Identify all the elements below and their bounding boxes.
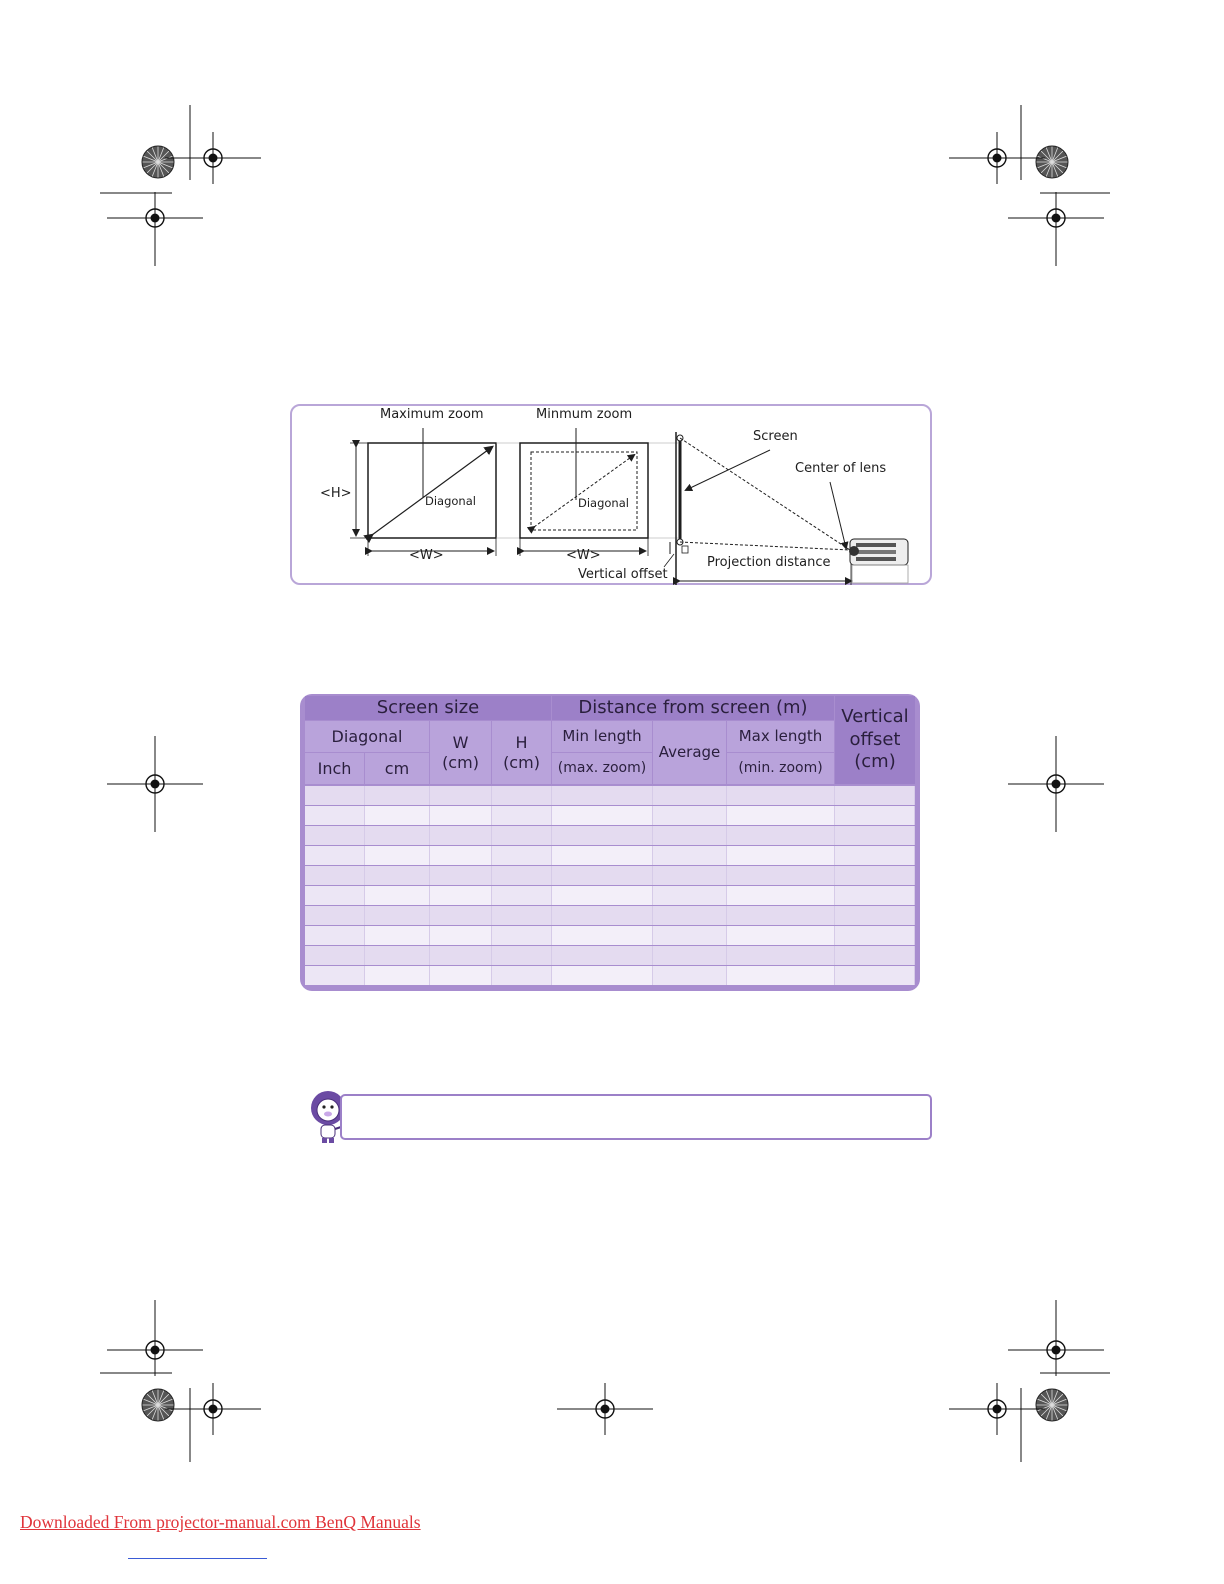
projection-distance-label: Projection distance bbox=[707, 555, 831, 570]
table-cell bbox=[727, 786, 835, 805]
table-cell bbox=[492, 786, 552, 805]
table-cell bbox=[835, 946, 915, 965]
table-cell bbox=[492, 946, 552, 965]
table-row bbox=[305, 886, 915, 905]
table-cell bbox=[492, 926, 552, 945]
registration-mark-icon bbox=[165, 1383, 261, 1435]
maximum-zoom-label: Maximum zoom bbox=[380, 407, 484, 422]
table-cell bbox=[305, 906, 365, 925]
table-cell bbox=[653, 806, 727, 825]
table-cell bbox=[365, 946, 430, 965]
screen-label: Screen bbox=[753, 429, 798, 444]
table-cell bbox=[727, 946, 835, 965]
table-cell bbox=[430, 806, 492, 825]
table-cell bbox=[552, 886, 653, 905]
footer-rule bbox=[128, 1558, 267, 1559]
table-cell bbox=[552, 806, 653, 825]
color-wheel-icon bbox=[142, 1389, 174, 1421]
table-cell bbox=[430, 926, 492, 945]
table-cell bbox=[653, 866, 727, 885]
table-cell bbox=[653, 926, 727, 945]
table-cell bbox=[365, 786, 430, 805]
diagonal-header: Diagonal bbox=[305, 721, 429, 752]
table-cell bbox=[727, 906, 835, 925]
table-row bbox=[305, 966, 915, 985]
registration-mark-icon bbox=[557, 1383, 653, 1435]
table-cell bbox=[305, 966, 365, 985]
table-cell bbox=[727, 806, 835, 825]
registration-mark-icon bbox=[1008, 1324, 1104, 1376]
table-cell bbox=[835, 806, 915, 825]
table-cell bbox=[492, 866, 552, 885]
table-cell bbox=[430, 906, 492, 925]
registration-mark-icon bbox=[107, 192, 203, 244]
table-cell bbox=[552, 926, 653, 945]
table-cell bbox=[835, 906, 915, 925]
distance-header: Distance from screen (m) bbox=[552, 696, 834, 720]
table-cell bbox=[430, 946, 492, 965]
table-cell bbox=[552, 946, 653, 965]
table-cell bbox=[835, 866, 915, 885]
table-cell bbox=[305, 846, 365, 865]
projection-diagram bbox=[290, 404, 932, 585]
table-cell bbox=[430, 886, 492, 905]
height-label: <H> bbox=[320, 486, 352, 501]
table-row bbox=[305, 786, 915, 805]
table-cell bbox=[365, 906, 430, 925]
width-cm-header: W (cm) bbox=[430, 721, 491, 784]
color-wheel-icon bbox=[1036, 1389, 1068, 1421]
minimum-zoom-label: Minmum zoom bbox=[536, 407, 633, 422]
table-row bbox=[305, 806, 915, 825]
table-row bbox=[305, 946, 915, 965]
table-cell bbox=[835, 846, 915, 865]
registration-mark-icon bbox=[165, 132, 261, 184]
table-cell bbox=[365, 826, 430, 845]
table-cell bbox=[727, 826, 835, 845]
diagonal-label-max: Diagonal bbox=[425, 494, 476, 508]
inch-header: Inch bbox=[305, 753, 364, 784]
color-wheel-icon bbox=[142, 146, 174, 178]
min-length-header: Min length bbox=[552, 721, 652, 752]
width-label-min: <W> bbox=[566, 548, 601, 563]
table-row bbox=[305, 926, 915, 945]
table-cell bbox=[430, 826, 492, 845]
height-cm-header: H (cm) bbox=[492, 721, 551, 784]
table-cell bbox=[305, 926, 365, 945]
table-cell bbox=[492, 886, 552, 905]
footer-download-link[interactable]: Downloaded From projector-manual.com BenQ Manuals bbox=[20, 1512, 421, 1532]
table-cell bbox=[552, 866, 653, 885]
table-cell bbox=[653, 826, 727, 845]
table-cell bbox=[430, 786, 492, 805]
table-cell bbox=[653, 966, 727, 985]
table-cell bbox=[835, 826, 915, 845]
table-cell bbox=[305, 826, 365, 845]
table-cell bbox=[305, 786, 365, 805]
table-cell bbox=[365, 866, 430, 885]
registration-mark-icon bbox=[107, 1324, 203, 1376]
table-row bbox=[305, 906, 915, 925]
table-cell bbox=[727, 926, 835, 945]
note-box bbox=[340, 1094, 932, 1140]
table-cell bbox=[365, 966, 430, 985]
table-cell bbox=[430, 966, 492, 985]
width-label-max: <W> bbox=[409, 548, 444, 563]
max-length-header: Max length bbox=[727, 721, 834, 752]
table-row bbox=[305, 826, 915, 845]
table-cell bbox=[305, 866, 365, 885]
table-cell bbox=[492, 846, 552, 865]
table-cell bbox=[835, 786, 915, 805]
table-cell bbox=[653, 906, 727, 925]
table-cell bbox=[430, 866, 492, 885]
table-cell bbox=[835, 966, 915, 985]
screen-size-header: Screen size bbox=[305, 696, 551, 720]
table-cell bbox=[305, 886, 365, 905]
table-cell bbox=[727, 866, 835, 885]
table-cell bbox=[653, 886, 727, 905]
table-cell bbox=[365, 926, 430, 945]
table-cell bbox=[365, 806, 430, 825]
projection-distance-table bbox=[300, 694, 920, 991]
table-cell bbox=[653, 786, 727, 805]
max-zoom-header: (max. zoom) bbox=[552, 753, 652, 784]
registration-mark-icon bbox=[949, 1383, 1045, 1435]
color-wheel-icon bbox=[1036, 146, 1068, 178]
table-cell bbox=[305, 806, 365, 825]
min-zoom-header: (min. zoom) bbox=[727, 753, 834, 784]
center-of-lens-label: Center of lens bbox=[795, 461, 887, 476]
projector-icon bbox=[849, 539, 908, 583]
table-cell bbox=[552, 826, 653, 845]
table-cell bbox=[727, 846, 835, 865]
table-cell bbox=[365, 886, 430, 905]
table-cell bbox=[552, 966, 653, 985]
table-cell bbox=[653, 946, 727, 965]
cm-header: cm bbox=[365, 753, 429, 784]
table-cell bbox=[552, 786, 653, 805]
registration-mark-icon bbox=[949, 132, 1045, 184]
table-cell bbox=[492, 806, 552, 825]
table-cell bbox=[727, 886, 835, 905]
table-row bbox=[305, 846, 915, 865]
registration-mark-icon bbox=[1008, 192, 1104, 244]
table-cell bbox=[653, 846, 727, 865]
table-cell bbox=[305, 946, 365, 965]
table-cell bbox=[492, 966, 552, 985]
table-cell bbox=[835, 926, 915, 945]
average-header: Average bbox=[653, 721, 726, 784]
table-cell bbox=[727, 966, 835, 985]
table-cell bbox=[835, 886, 915, 905]
vertical-offset-header: Vertical offset (cm) bbox=[835, 696, 915, 784]
table-row bbox=[305, 866, 915, 885]
vertical-offset-label: Vertical offset bbox=[578, 567, 668, 582]
table-cell bbox=[552, 906, 653, 925]
table-cell bbox=[492, 906, 552, 925]
diagonal-label-min: Diagonal bbox=[578, 496, 629, 510]
table-cell bbox=[365, 846, 430, 865]
table-cell bbox=[430, 846, 492, 865]
table-cell bbox=[552, 846, 653, 865]
table-cell bbox=[492, 826, 552, 845]
